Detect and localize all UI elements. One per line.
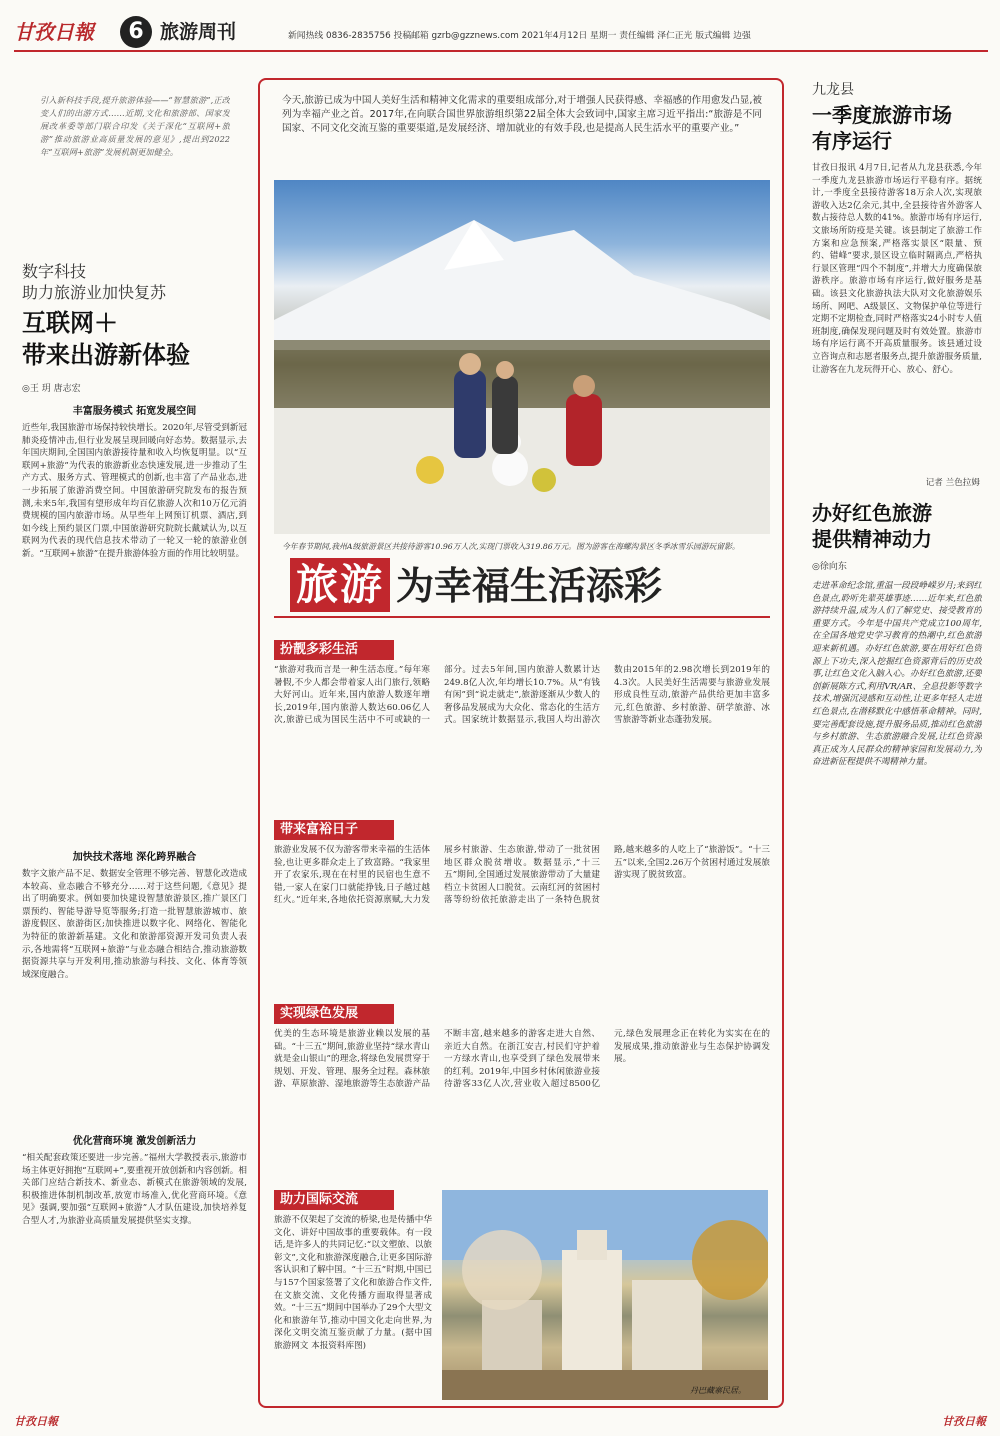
left-body-3: “相关配套政策还要进一步完善。”福州大学教授表示,旅游市场主体更好拥抱“互联网+”,要重视开放创新和内容创新。相关部门应结合新技术、新业态、新模式在旅游领域的发展,积极推进体制机制改革,放宽市场准入,优化营商环境。《意见》强调,要加强“互联网+旅游”人才队伍建设,加快培养复合型人才,为旅游业高质量发展提供坚实支撑。	[22, 1153, 247, 1226]
right-headline-3: 办好红色旅游	[812, 501, 932, 525]
snow-mountain-photo	[274, 180, 770, 534]
feature-lead: 今天,旅游已成为中国人美好生活和精神文化需求的重要组成部分,对于增强人民获得感、幸福感的作用愈发凸显,被列为幸福产业之首。2017年,在向联合国世界旅游组织第22届全体大会致词中,国家主席习近平指出:“旅游是不同国家、不同文化交流互鉴的重要渠道,是发展经济、增加就业的有效手段,也是提高人民生活水平的重要产业。”	[282, 95, 762, 134]
headline-rule	[274, 616, 770, 618]
right-byline: 记者 兰色拉姆	[925, 478, 980, 488]
section-body-3: 优美的生态环境是旅游业赖以发展的基础。“十三五”期间,旅游业坚持“绿水青山就是金山银山”的理念,将绿色发展贯穿于规划、开发、管理、服务全过程。森林旅游、草原旅游、湿地旅游等生态旅游产品不断丰富,越来越多的游客走进大自然、亲近大自然。在浙江安吉,村民们守护着一方绿水青山,也享受到了绿色发展带来的红利。2019年,中国乡村休闲旅游业接待游客33亿人次,营业收入超过8500亿元,绿色发展理念正在转化为实实在在的发展成果,推动旅游业与生态保护协调发展。	[274, 1029, 770, 1090]
footer-logo-left: 甘孜日報	[14, 1415, 58, 1428]
section-bar-4: 助力国际交流	[274, 1190, 394, 1210]
right-place: 九龙县	[812, 82, 854, 98]
footer-logo-right: 甘孜日報	[942, 1415, 986, 1428]
right-author: ◎徐向东	[812, 562, 847, 572]
left-intro: 引入新科技手段,提升旅游体验——“智慧旅游”,正改变人们的出游方式……近期,文化和旅游部、国家发展改革委等部门联合印发《关于深化“互联网+旅游”推动旅游业高质量发展的意见》,提出到2022年“互联网+旅游”发展机制更加健全。	[40, 95, 230, 157]
right-body: 甘孜日报讯 4月7日,记者从九龙县获悉,今年一季度九龙县旅游市场运行平稳有序。据统计,一季度全县接待游客18万余人次,实现旅游收入达2亿余元,其中,全县接待省外游客人数占接待总人数的41%。旅游市场有序运行,文旅场所防疫是关键。该县制定了旅游工作方案和应急预案,严格落实景区“限量、预约、错峰”要求,景区设立临时隔离点,严格执行景区管理“四个不制度”,并增大力度确保旅游秩序。旅游市场有序运行,做好服务是基础。该县文化旅游执法大队对文化旅游娱乐场所、网吧、A级景区、文物保护单位等进行定期不定期检查,同时严格落实24小时专人值班制度,确保发现问题及时有效处置。旅游市场有序运行离不开高质量服务。该县通过设立咨询点和志愿者服务点,提升旅游服务质量,让游客在九龙玩得开心、放心、舒心。	[812, 163, 982, 375]
section-body-1: “旅游对我而言是一种生活态度。”每年寒暑假,不少人都会带着家人出门旅行,领略大好河山。近年来,国内旅游人数逐年增长,2019年,国内旅游人数达60.06亿人次,旅游已成为国民生活中不可或缺的一部分。过去5年间,国内旅游人数累计达249.8亿人次,年均增长10.7%。从“有钱有闲”到“说走就走”,旅游逐渐从少数人的奢侈品发展成为大众化、常态化的生活方式。国家统计数据显示,我国人均出游次数由2015年的2.98次增长到2019年的4.3次。人民美好生活需要与旅游业发展形成良性互动,旅游产品供给更加丰富多元,红色旅游、乡村旅游、研学旅游、冰雪旅游等新业态蓬勃发展。	[274, 665, 770, 726]
right-headline-1: 一季度旅游市场	[812, 103, 952, 127]
page-number-badge	[120, 16, 152, 48]
section-body-2: 旅游业发展不仅为游客带来幸福的生活体验,也让更多群众走上了致富路。“我家里开了农家乐,现在在村里的民宿也生意不错,一家人在家门口就能挣钱,日子越过越红火。”近年来,各地依托资源禀赋,大力发展乡村旅游、生态旅游,带动了一批贫困地区群众脱贫增收。数据显示,“十三五”期间,全国通过发展旅游带动了大量建档立卡贫困人口脱贫。云南红河的贫困村落等纷纷依托旅游走出了一条特色脱贫路,越来越多的人吃上了“旅游饭”。“十三五”以来,全国2.26万个贫困村通过发展旅游实现了脱贫致富。	[274, 845, 770, 906]
right-headline-4: 提供精神动力	[812, 527, 932, 551]
masthead-info: 新闻热线 0836-2835756 投稿邮箱 gzrb@gzznews.com 2021年4月12日 星期一 责任编辑 泽仁正光 版式编辑 边强	[288, 31, 751, 41]
section-body-4: 旅游不仅架起了交流的桥梁,也是传播中华文化、讲好中国故事的重要载体。有一段话,是许多人的共同记忆:“以文塑旅、以旅彰文”,文化和旅游深度融合,让更多国际游客认识和了解中国。“十三五”时期,中国已与157个国家签署了文化和旅游合作文件,在文旅交流、文化传播方面取得显著成效。“十三五”期间中国举办了29个大型文化和旅游年节,推动中国文化走向世界,为深化文明交流互鉴贡献了力量。(据中国旅游网文 本报资料库图)	[274, 1215, 432, 1351]
feature-headline-accent: 旅游	[290, 558, 390, 612]
left-kicker-1: 数字科技	[22, 262, 87, 281]
left-body-1: 近些年,我国旅游市场保持较快增长。2020年,尽管受到新冠肺炎疫情冲击,但行业发展呈现回暖向好态势。数据显示,去年国庆期间,全国国内旅游接待量和收入均恢复明显。以“互联网+旅游”为代表的旅游新业态快速发展,进一步推动了生产方式、服务方式、管理模式的创新,也丰富了产品业态,进一步拓展了旅游消费空间。中国旅游研究院发布的报告预测,未来5年,我国有望形成年均百亿旅游人次和10万亿元消费规模的国内旅游市场。从早些年上网预订机票、酒店,到如今线上预约景区门票,中国旅游研究院院长戴斌认为,以互联网为代表的现代信息技术带动了一轮又一轮的旅游业创新。“互联网+旅游”在提升旅游体验方面的作用比较明显。	[22, 423, 247, 559]
left-byline: ◎王 玥 唐志宏	[22, 384, 81, 394]
left-body-2: 数字文旅产品不足、数据安全管理不够完善、智慧化改造成本较高、业态融合不够充分……对于这些问题,《意见》提出了明确要求。例如要加快建设智慧旅游景区,推广景区门票预约、智能导游导览等服务;打造一批智慧旅游城市、旅游度假区、旅游街区;加快推进以数字化、网络化、智能化为特征的旅游新基建。文化和旅游部资源开发司负责人表示,各地需将“互联网+旅游”与业态融合相结合,推动旅游数据资源共享与开发利用,推动旅游与科技、文化、体育等领域深度融合。	[22, 869, 247, 980]
section-bar-1: 扮靓多彩生活	[274, 640, 394, 660]
snow-mountain-illustration	[274, 180, 770, 534]
newspaper-logo: 甘孜日報	[14, 20, 94, 44]
section-bar-2: 带来富裕日子	[274, 820, 394, 840]
masthead-rule	[14, 50, 988, 52]
masthead	[0, 0, 1000, 52]
danba-village-photo	[442, 1190, 768, 1400]
feature-headline	[290, 558, 760, 612]
photo-caption-2: 丹巴藏寨民居。	[690, 1386, 746, 1395]
right-headline-2: 有序运行	[812, 129, 892, 153]
left-kicker-2: 助力旅游业加快复苏	[22, 283, 167, 302]
left-subhead-2: 加快技术落地 深化跨界融合	[72, 852, 197, 863]
right-body-2: 走进革命纪念馆,重温一段段峥嵘岁月;来到红色景点,聆听先辈英雄事迹……近年来,红色旅游持续升温,成为人们了解党史、接受教育的重要方式。今年是中国共产党成立100周年,在全国各地党史学习教育的热潮中,红色旅游迎来新机遇。办好红色旅游,要在用好红色资源上下功夫,深入挖掘红色资源背后的历史故事,让红色文化入脑入心。办好红色旅游,还要创新展陈方式,利用VR/AR、全息投影等数字技术,增强沉浸感和互动性,让更多年轻人走进红色景点,在潜移默化中感悟革命精神。同时,要完善配套设施,提升服务品质,推动红色旅游与乡村旅游、生态旅游融合发展,让红色资源真正成为人民群众的精神家园和发展动力,为奋进新征程提供不竭精神力量。	[812, 581, 982, 768]
section-title: 旅游周刊	[160, 21, 237, 43]
village-illustration	[442, 1190, 768, 1400]
left-headline-1: 互联网＋	[22, 309, 118, 337]
page-number: 6	[128, 19, 144, 44]
left-subhead-3: 优化营商环境 激发创新活力	[72, 1136, 197, 1147]
section-bar-3: 实现绿色发展	[274, 1004, 394, 1024]
photo-caption-1: 今年春节期间,我州A级旅游景区共接待游客10.96万人次,实现门票收入319.86万元。图为游客在海螺沟景区冬季冰雪乐园游玩留影。	[282, 542, 740, 551]
left-headline-2: 带来出游新体验	[22, 341, 190, 369]
feature-headline-main: 为幸福生活添彩	[396, 563, 663, 608]
left-subhead-1: 丰富服务模式 拓宽发展空间	[72, 406, 197, 417]
